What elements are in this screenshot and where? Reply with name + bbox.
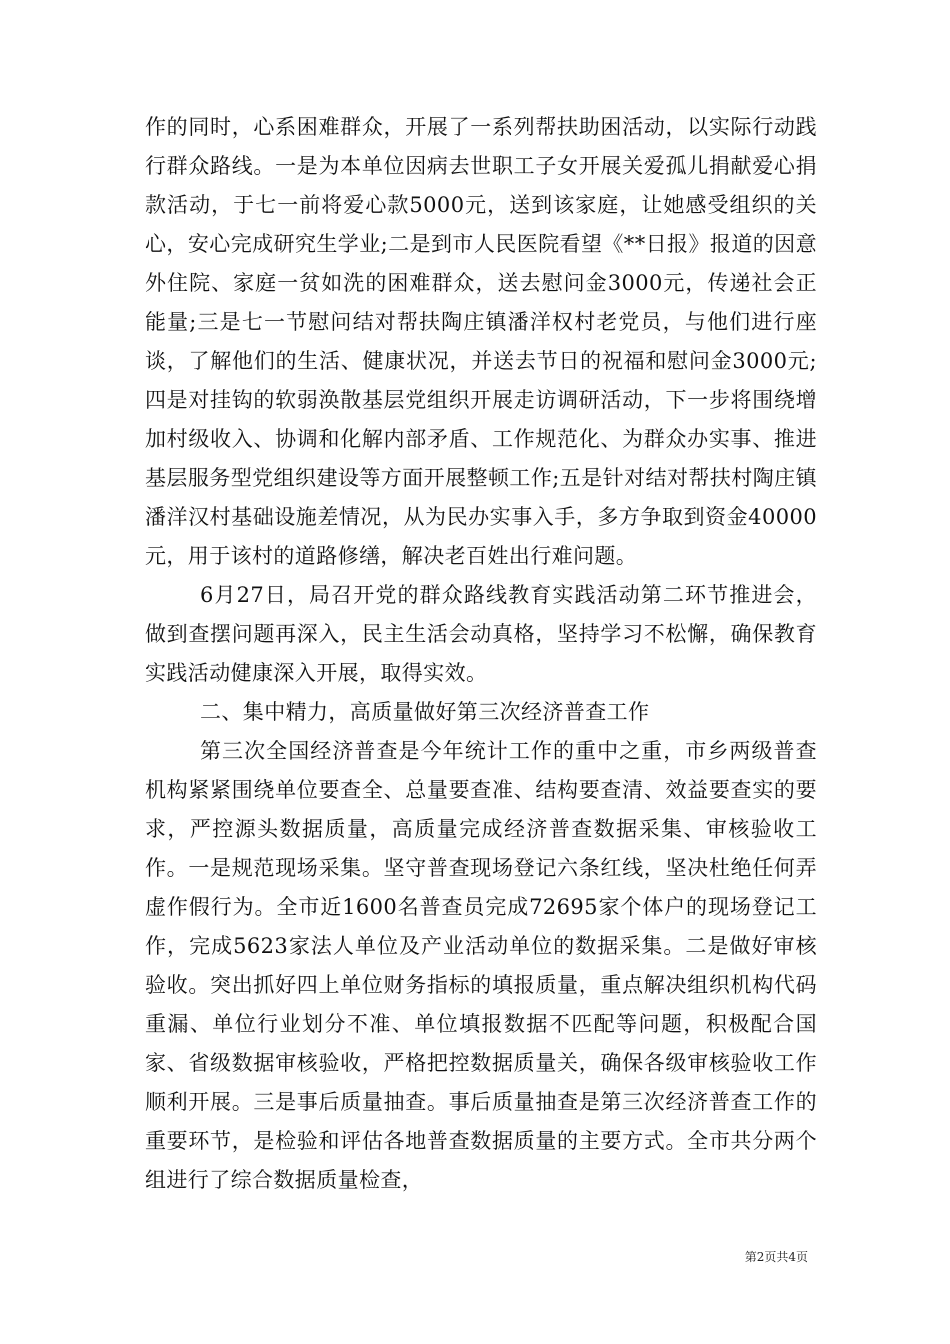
document-body xyxy=(145,108,817,1200)
paragraph-census: 第三次全国经济普查是今年统计工作的重中之重，市乡两级普查机构紧紧围绕单位要查全、总量要查准、结构要查清、效益要查实的要求，严控源头数据质量，高质量完成经济普查数据采集、审核验收工作。一是规范现场采集。坚守普查现场登记六条红线，坚决杜绝任何弄虚作假行为。全市近1600名普查员完成72695家个体户的现场登记工作，完成5623家法人单位及产业活动单位的数据采集。二是做好审核验收。突出抓好四上单位财务指标的填报质量，重点解决组织机构代码重漏、单位行业划分不准、单位填报数据不匹配等问题，积极配合国家、省级数据审核验收，严格把控数据质量关，确保各级审核验收工作顺利开展。三是事后质量抽查。事后质量抽查是第三次经济普查工作的重要环节，是检验和评估各地普查数据质量的主要方式。全市共分两个组进行了综合数据质量检查， xyxy=(145,739,817,1192)
page-number-footer: 第2页共4页 xyxy=(744,1250,808,1264)
paragraph-meeting: 6月27日，局召开党的群众路线教育实践活动第二环节推进会，做到查摆问题再深入，民主生活会动真格，坚持学习不松懈，确保教育实践活动健康深入开展，取得实效。 xyxy=(145,583,817,685)
section-heading: 二、集中精力，高质量做好第三次经济普查工作 xyxy=(200,700,650,724)
paragraph-continued: 作的同时，心系困难群众，开展了一系列帮扶助困活动，以实际行动践行群众路线。一是为本单位因病去世职工子女开展关爱孤儿捐献爱心捐款活动，于七一前将爱心款5000元，送到该家庭，让她感受组织的关心，安心完成研究生学业;二是到市人民医院看望《**日报》报道的因意外住院、家庭一贫如洗的困难群众，送去慰问金3000元，传递社会正能量;三是七一节慰问结对帮扶陶庄镇潘洋权村老党员，与他们进行座谈，了解他们的生活、健康状况，并送去节日的祝福和慰问金3000元;四是对挂钩的软弱涣散基层党组织开展走访调研活动，下一步将围绕增加村级收入、协调和化解内部矛盾、工作规范化、为群众办实事、推进基层服务型党组织建设等方面开展整顿工作;五是针对结对帮扶村陶庄镇潘洋汉村基础设施差情况，从为民办实事入手，多方争取到资金40000元，用于该村的道路修缮，解决老百姓出行难问题。 xyxy=(145,115,817,568)
